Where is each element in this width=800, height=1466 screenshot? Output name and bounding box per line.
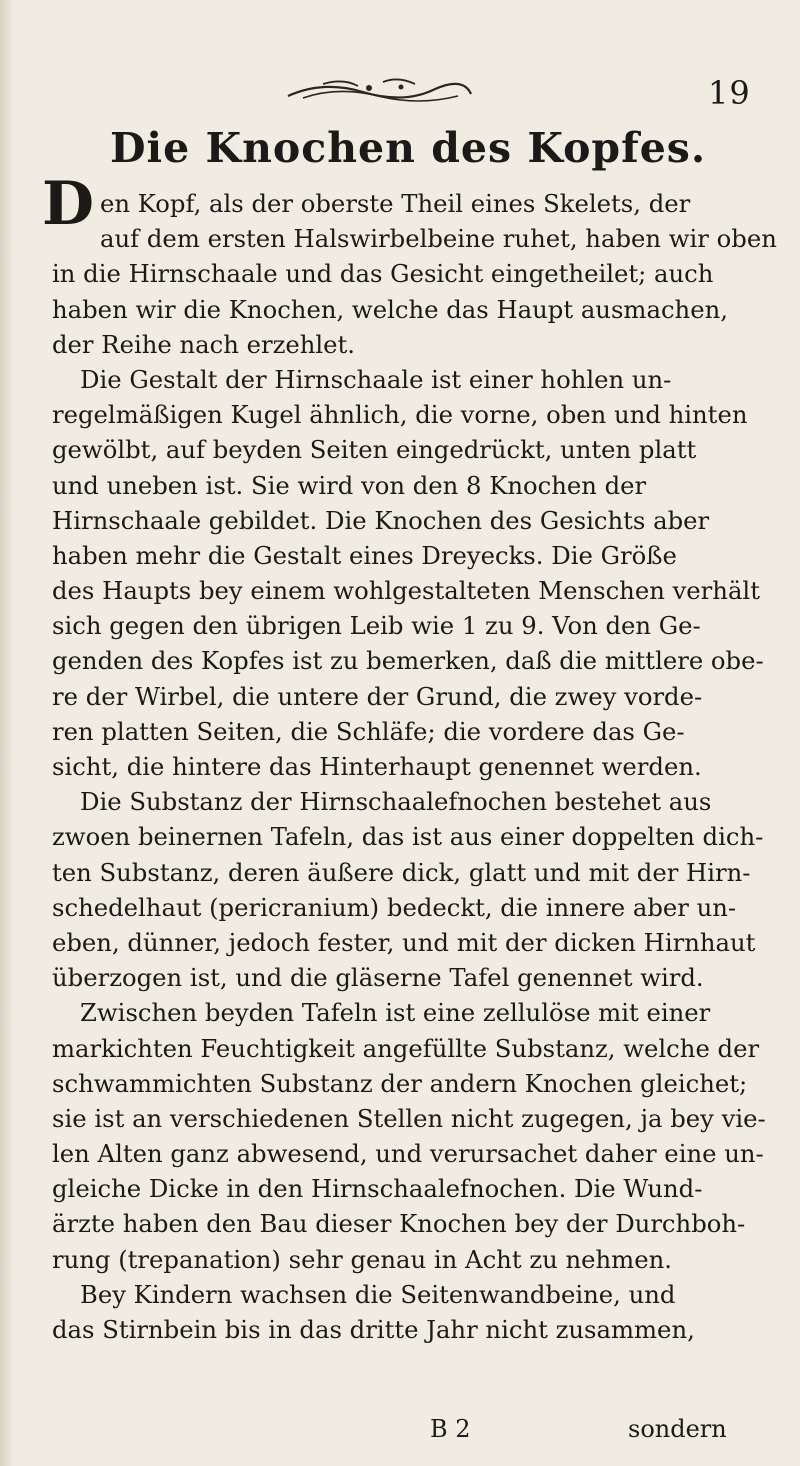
text-line: haben wir die Knochen, welche das Haupt ausmachen, xyxy=(52,294,728,324)
text-line: regelmäßigen Kugel ähnlich, die vorne, oben und hinten xyxy=(52,400,748,430)
text-line: der Reihe nach erzehlet. xyxy=(52,329,356,359)
body-text xyxy=(42,169,777,1347)
text-line-first: Den Kopf, als der oberste Theil eines Skelets, der xyxy=(42,169,691,239)
text-line: ten Substanz, deren äußere dick, glatt und mit der Hirn- xyxy=(52,857,751,887)
catchword: sondern xyxy=(628,1415,727,1443)
text-line: Hirnschaale gebildet. Die Knochen des Gesichts aber xyxy=(52,505,710,535)
drop-cap: D xyxy=(42,169,95,239)
page-number: 19 xyxy=(708,74,751,112)
text-line: len Alten ganz abwesend, und verursachet daher eine un- xyxy=(52,1139,764,1169)
text-line: Bey Kindern wachsen die Seitenwandbeine, und xyxy=(80,1279,676,1309)
text-line: re der Wirbel, die untere der Grund, die zwey vorde- xyxy=(52,681,703,711)
text-line: das Stirnbein bis in das dritte Jahr nicht zusammen, xyxy=(52,1315,695,1344)
text-line: markichten Feuchtigkeit angefüllte Substanz, welche der xyxy=(52,1033,760,1063)
text-line: haben mehr die Gestalt eines Dreyecks. Die Größe xyxy=(52,540,677,570)
page-title: Die Knochen des Kopfes. xyxy=(110,124,707,172)
text-line: rung (trepanation) sehr genau in Acht zu nehmen. xyxy=(52,1244,672,1274)
text-line: schedelhaut (pericranium) bedeckt, die innere aber un- xyxy=(52,892,737,922)
text-line: des Haupts bey einem wohlgestalteten Menschen verhält xyxy=(52,576,760,606)
text-line: sicht, die hintere das Hinterhaupt genennet werden. xyxy=(52,752,702,781)
text-line: ärzte haben den Bau dieser Knochen bey der Durchboh- xyxy=(52,1209,746,1239)
text-line: in die Hirnschaale und das Gesicht eingetheilet; auch xyxy=(52,259,714,289)
text-line: gewölbt, auf beyden Seiten eingedrückt, unten platt xyxy=(52,435,697,465)
text-line: zwoen beinernen Tafeln, das ist aus einer doppelten dich- xyxy=(52,822,764,852)
text-line: auf dem ersten Halswirbelbeine ruhet, haben wir oben xyxy=(100,224,777,254)
text-line: Zwischen beyden Tafeln ist eine zellulöse mit einer xyxy=(80,998,711,1028)
text-line: genden des Kopfes ist zu bemerken, daß die mittlere obe- xyxy=(52,646,764,676)
text-line: Die Gestalt der Hirnschaale ist einer hohlen un- xyxy=(80,364,672,394)
text-line: Die Substanz der Hirnschaalefnochen bestehet aus xyxy=(80,787,712,817)
text-line: schwammichten Substanz der andern Knochen gleichet; xyxy=(52,1068,748,1098)
decorative-ornament-icon xyxy=(283,76,473,104)
text-line: eben, dünner, jedoch fester, und mit der dicken Hirnhaut xyxy=(52,927,756,957)
page-gutter-shadow xyxy=(0,0,14,1466)
text-line: gleiche Dicke in den Hirnschaalefnochen. Die Wund- xyxy=(52,1174,703,1204)
text-line: und uneben ist. Sie wird von den 8 Knochen der xyxy=(52,470,647,500)
text-line: sie ist an verschiedenen Stellen nicht zugegen, ja bey vie- xyxy=(52,1103,766,1133)
text-line: ren platten Seiten, die Schläfe; die vordere das Ge- xyxy=(52,716,685,746)
text-line: sich gegen den übrigen Leib wie 1 zu 9. Von den Ge- xyxy=(52,611,701,641)
signature-mark: B 2 xyxy=(430,1415,471,1443)
text-line: überzogen ist, und die gläserne Tafel genennet wird. xyxy=(52,963,704,993)
